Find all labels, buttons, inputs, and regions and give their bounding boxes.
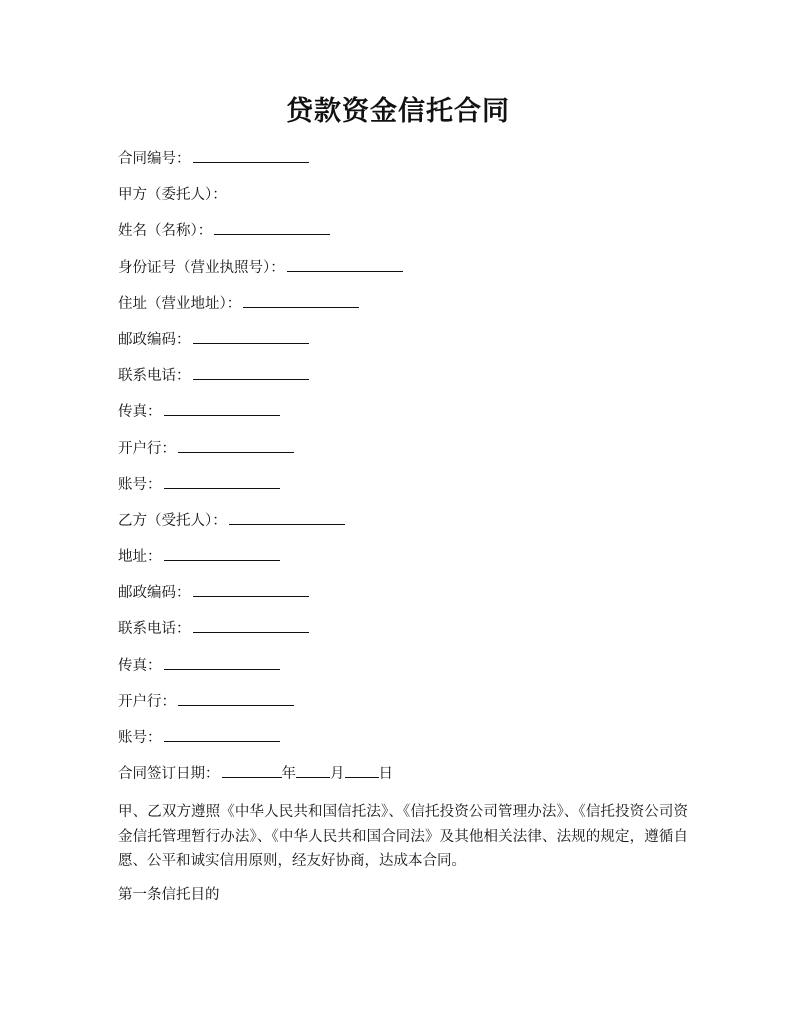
fill-blank-month — [296, 761, 330, 778]
field-party-a-account — [118, 472, 688, 508]
field-party-b-bank — [118, 689, 688, 725]
fill-blank — [178, 689, 294, 706]
year-label: 年 — [281, 766, 296, 783]
field-party-b-postcode — [118, 580, 688, 616]
fill-blank — [193, 616, 309, 633]
field-party-a-postcode — [118, 327, 688, 363]
field-signing-date — [118, 761, 688, 797]
field-party-a-phone — [118, 363, 688, 399]
field-party-b — [118, 508, 688, 544]
field-label: 邮政编码： — [118, 585, 191, 602]
field-label: 开户行： — [118, 693, 176, 710]
fill-blank — [164, 472, 280, 489]
contract-fields — [118, 146, 688, 797]
field-party-a-fax — [118, 399, 688, 435]
field-label: 账号： — [118, 476, 162, 493]
field-label: 地址： — [118, 549, 162, 566]
fill-blank — [164, 544, 280, 561]
field-party-a-bank — [118, 436, 688, 472]
fill-blank — [229, 508, 345, 525]
fill-blank — [193, 146, 309, 163]
fill-blank — [164, 725, 280, 742]
field-label: 住址（营业地址）： — [118, 295, 242, 312]
fill-blank — [193, 363, 309, 380]
field-label: 乙方（受托人）： — [118, 512, 227, 529]
field-party-b-fax — [118, 653, 688, 689]
field-label: 开户行： — [118, 440, 176, 457]
field-party-a-name — [118, 218, 688, 254]
field-label: 邮政编码： — [118, 331, 191, 348]
field-label: 联系电话： — [118, 621, 191, 638]
field-party-a-id — [118, 255, 688, 291]
document-title: 贷款资金信托合同 — [286, 96, 510, 127]
field-label: 合同编号： — [118, 151, 191, 167]
fill-blank-year — [222, 761, 282, 778]
fill-blank — [178, 436, 294, 453]
field-label: 传真： — [118, 657, 162, 674]
day-label: 日 — [378, 766, 393, 783]
field-party-b-address — [118, 544, 688, 580]
fill-blank — [193, 580, 309, 597]
field-label: 姓名（名称）： — [118, 223, 213, 240]
article-heading: 第一条信托目的 — [118, 887, 220, 903]
intro-paragraph: 甲、乙双方遵照《中华人民共和国信托法》、《信托投资公司管理办法》、《信托投资公司资金信托管理暂行办法》、《中华人民共和国合同法》及其他相关法律、法规的规定，遵循自愿、公平和诚实信用原则，经友好协商，达成本合同。 — [118, 804, 688, 869]
field-label: 合同签订日期： — [118, 766, 220, 783]
fill-blank — [243, 291, 359, 308]
field-label: 账号： — [118, 730, 162, 746]
fill-blank — [287, 255, 403, 272]
fill-blank — [164, 399, 280, 416]
month-label: 月 — [330, 766, 345, 783]
field-party-a-address — [118, 291, 688, 327]
fill-blank — [193, 327, 309, 344]
field-party-b-account — [118, 725, 688, 761]
field-label: 甲方（委托人）： — [118, 187, 227, 204]
field-label: 联系电话： — [118, 368, 191, 385]
fill-blank-day — [345, 761, 379, 778]
field-label: 身份证号（营业执照号）： — [118, 259, 285, 276]
fill-blank — [214, 218, 330, 235]
field-contract-number — [118, 146, 688, 182]
field-party-a — [118, 182, 688, 218]
field-party-b-phone — [118, 616, 688, 652]
field-label: 传真： — [118, 404, 162, 421]
fill-blank — [164, 653, 280, 670]
